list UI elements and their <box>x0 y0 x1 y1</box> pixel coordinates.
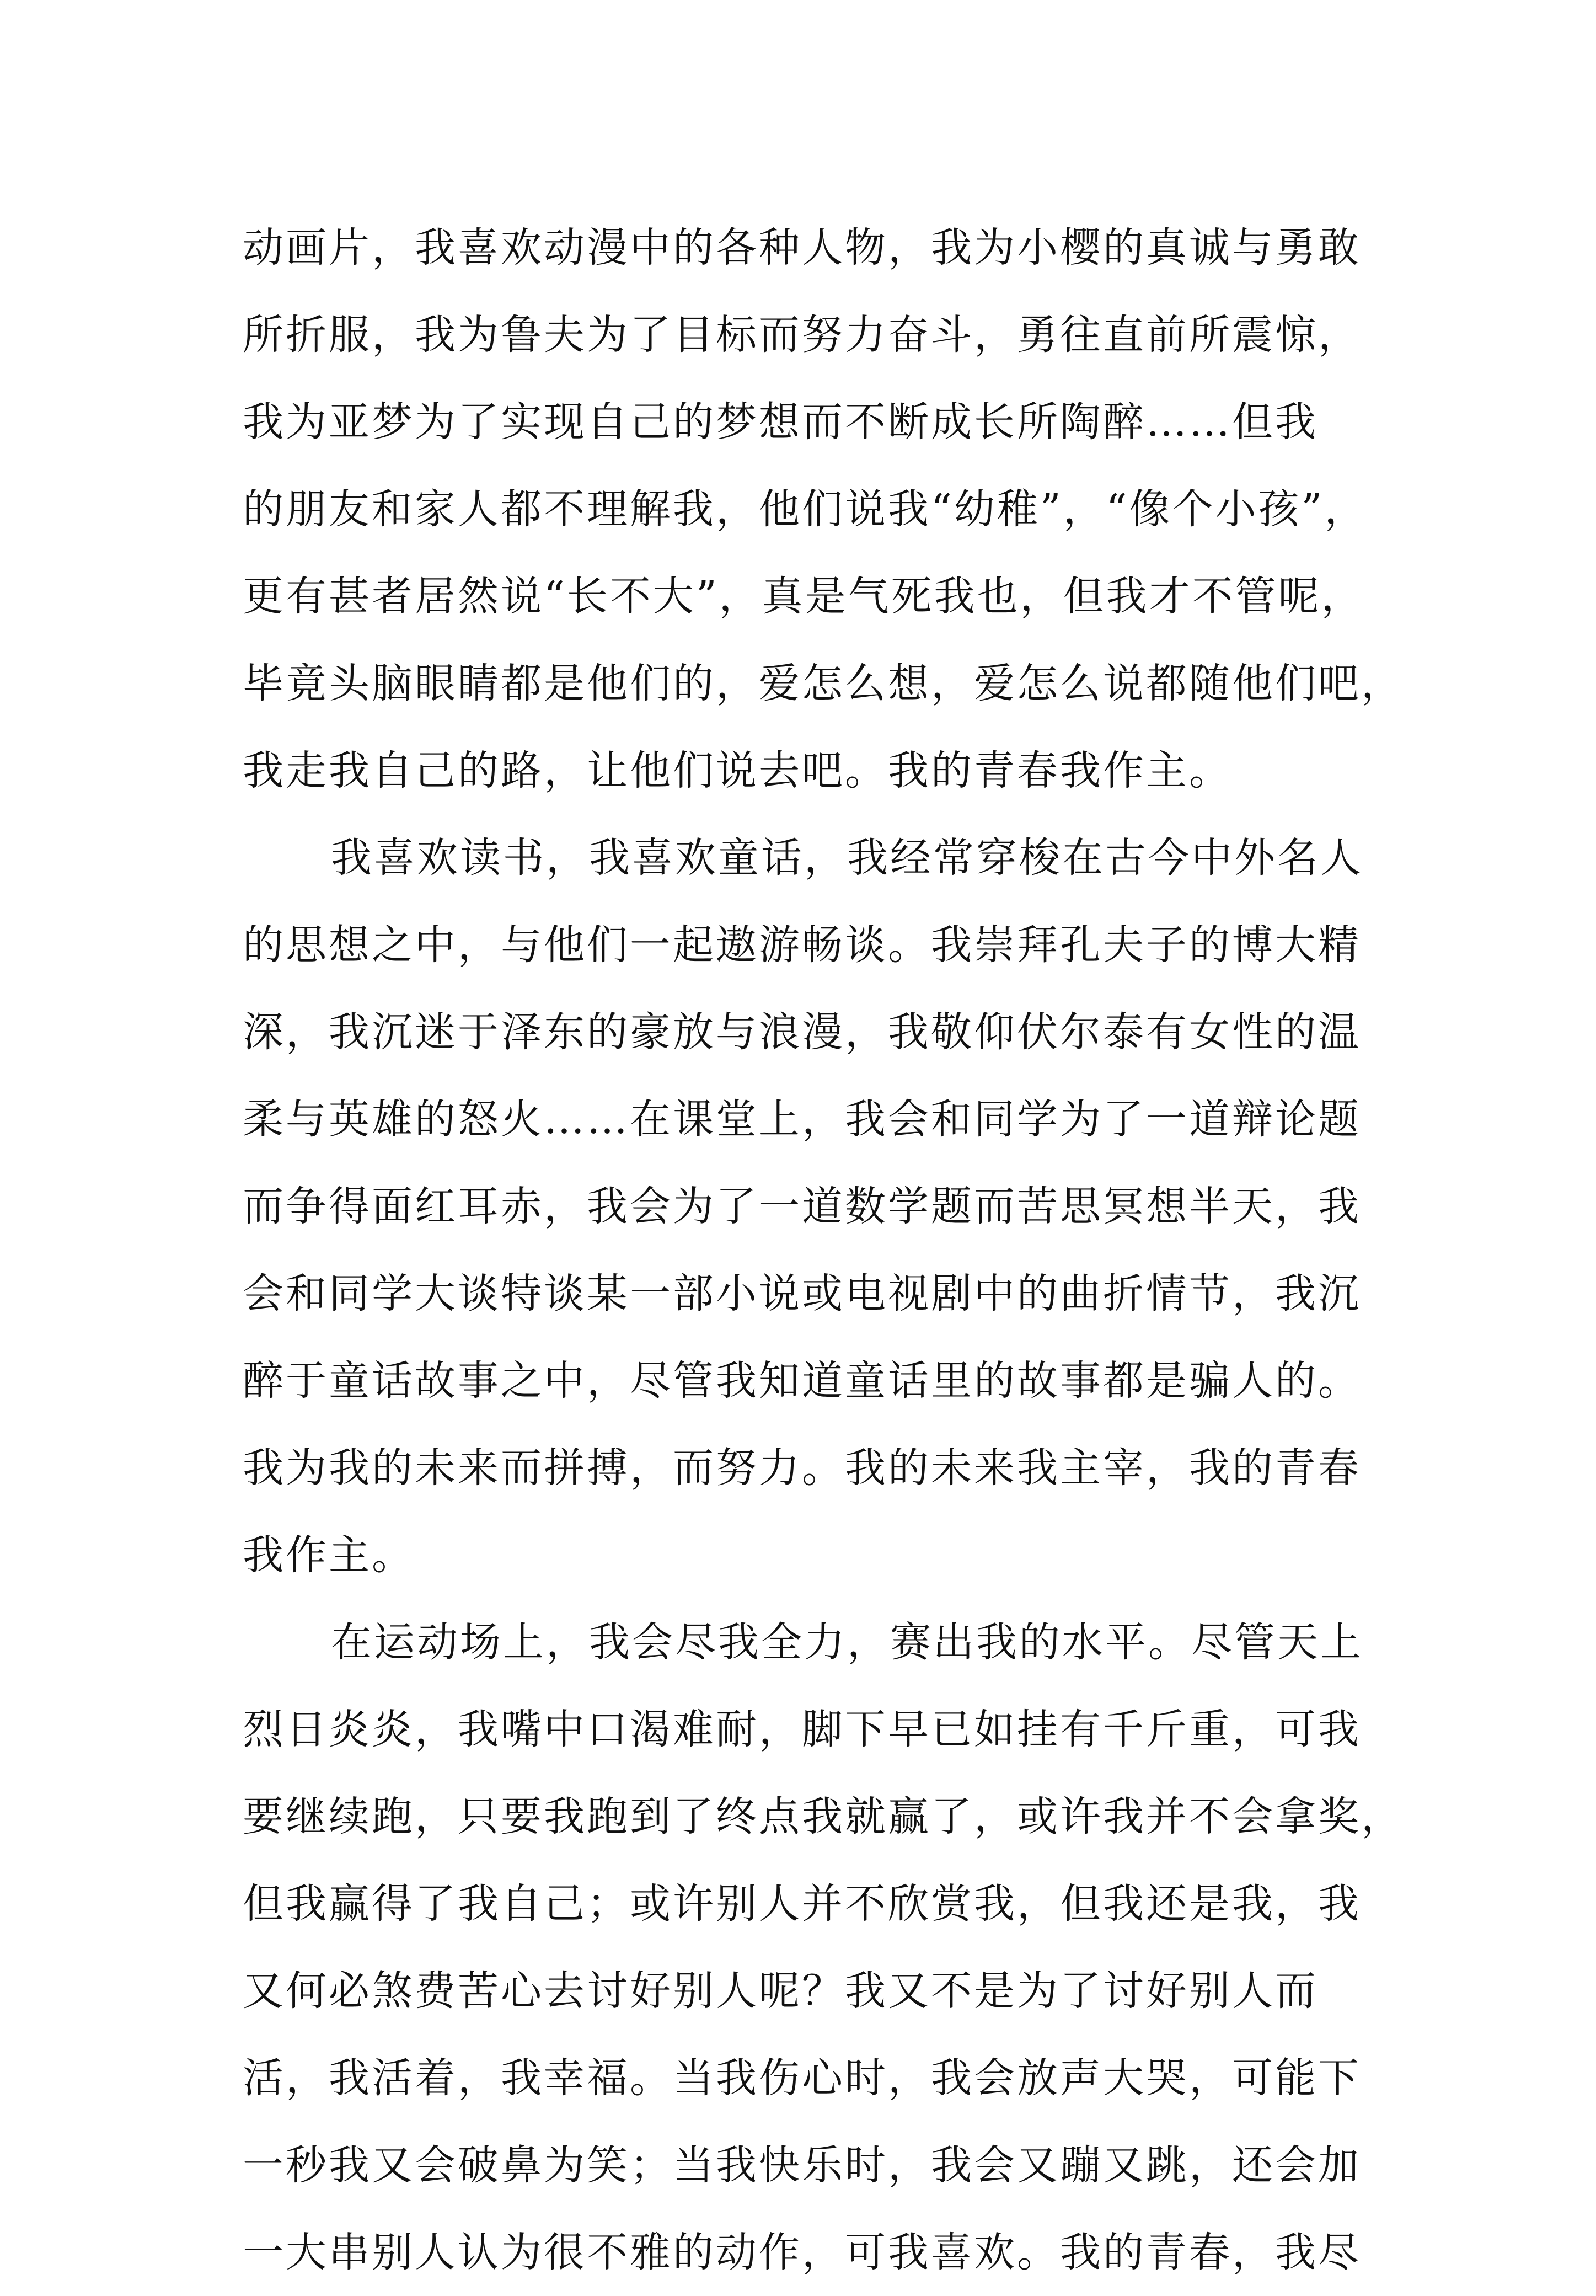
text-line: 更有甚者居然说“长不大”，真是气死我也，但我才不管呢， <box>243 573 1364 620</box>
text-line: 深，我沉迷于泽东的豪放与浪漫，我敬仰伏尔泰有女性的温 <box>243 1008 1361 1056</box>
text-line: 活，我活着，我幸福。当我伤心时，我会放声大哭，可能下 <box>243 2054 1361 2102</box>
text-line: 但我赢得了我自己；或许别人并不欣赏我，但我还是我，我 <box>243 1880 1361 1927</box>
text-line: 会和同学大谈特谈某一部小说或电视剧中的曲折情节，我沉 <box>243 1270 1361 1317</box>
text-line: 又何必煞费苦心去讨好别人呢？我又不是为了讨好别人而 <box>243 1967 1318 2015</box>
paragraph-first-line: 我喜欢读书，我喜欢童话，我经常穿梭在古今中外名人 <box>331 834 1363 882</box>
body-text <box>243 204 1404 2296</box>
text-line: 所折服，我为鲁夫为了目标而努力奋斗，勇往直前所震惊， <box>243 311 1361 359</box>
text-line: 柔与英雄的怒火……在课堂上，我会和同学为了一道辩论题 <box>243 1096 1361 1143</box>
text-line: 一秒我又会破鼻为笑；当我快乐时，我会又蹦又跳，还会加 <box>243 2142 1361 2189</box>
text-line: 我为亚梦为了实现自己的梦想而不断成长所陶醉……但我 <box>243 398 1318 446</box>
text-line: 的思想之中，与他们一起遨游畅谈。我崇拜孔夫子的博大精 <box>243 921 1361 969</box>
text-line: 我作主。 <box>243 1531 415 1579</box>
text-line: 一大串别人认为很不雅的动作，可我喜欢。我的青春，我尽 <box>243 2229 1361 2276</box>
text-line: 醉于童话故事之中，尽管我知道童话里的故事都是骗人的。 <box>243 1357 1361 1405</box>
text-line: 的朋友和家人都不理解我，他们说我“幼稚”，“像个小孩”， <box>243 485 1368 533</box>
text-line: 我走我自己的路，让他们说去吧。我的青春我作主。 <box>243 747 1232 794</box>
paragraph-first-line: 在运动场上，我会尽我全力，赛出我的水平。尽管天上 <box>331 1619 1363 1666</box>
text-line: 烈日炎炎，我嘴中口渴难耐，脚下早已如挂有千斤重，可我 <box>243 1706 1361 1753</box>
text-line: 要继续跑，只要我跑到了终点我就赢了，或许我并不会拿奖， <box>243 1793 1404 1840</box>
text-line: 我为我的未来而拼搏，而努力。我的未来我主宰，我的青春 <box>243 1444 1361 1492</box>
text-line: 毕竟头脑眼睛都是他们的，爱怎么想，爱怎么说都随他们吧， <box>243 660 1404 707</box>
text-line: 动画片，我喜欢动漫中的各种人物，我为小樱的真诚与勇敢 <box>243 224 1361 271</box>
text-line: 而争得面红耳赤，我会为了一道数学题而苦思冥想半天，我 <box>243 1183 1361 1230</box>
